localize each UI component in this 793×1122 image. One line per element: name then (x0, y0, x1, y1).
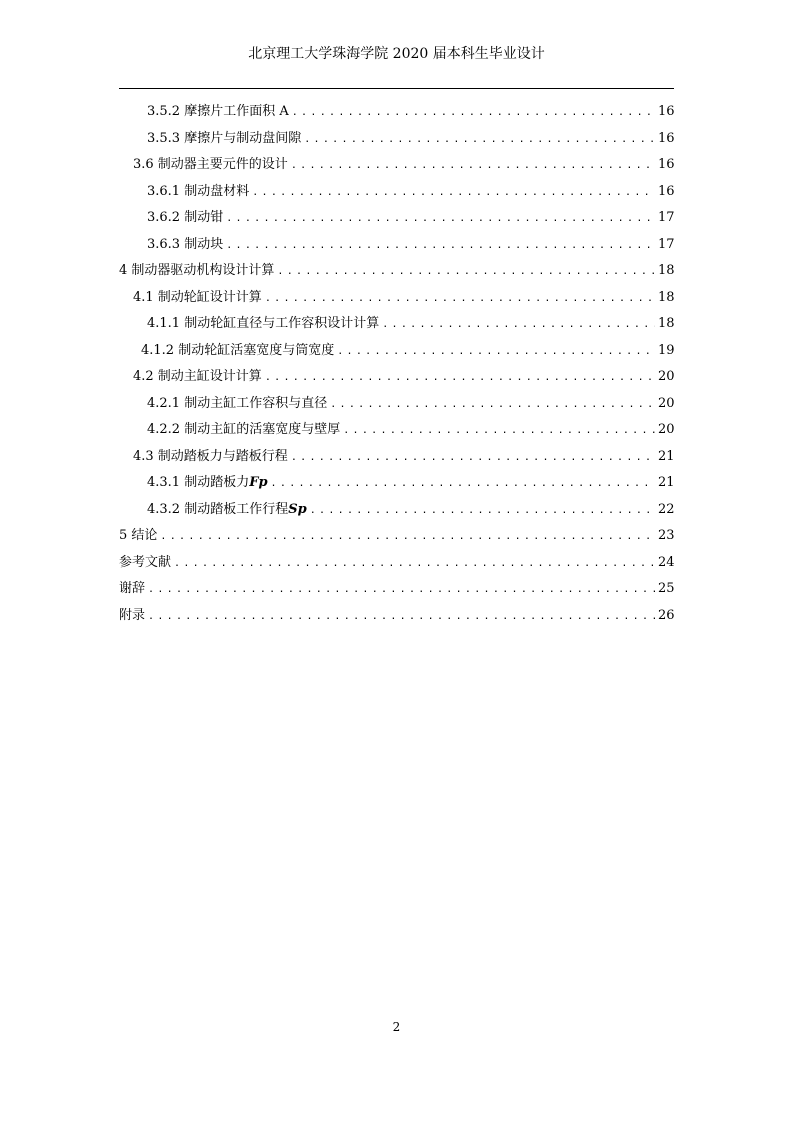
toc-dot-leader (271, 471, 655, 498)
toc-entry-title (147, 126, 301, 153)
toc-entry[interactable] (119, 126, 674, 153)
toc-entry-page: 17 (658, 210, 675, 225)
toc-entry[interactable] (119, 391, 674, 418)
toc-entry-title (133, 285, 262, 312)
toc-dot-leader (337, 339, 655, 366)
toc-entry-title (133, 444, 288, 471)
toc-dot-leader (148, 604, 655, 631)
toc-entry-title (141, 338, 334, 365)
toc-entry-title-text: 4.1.1 制动轮缸直径与工作容积设计计算 (147, 316, 380, 331)
toc-entry-title-text: 3.5.3 摩擦片与制动盘间隙 (147, 130, 302, 146)
toc-entry-title-text: 4.2.1 制动主缸工作容积与直径 (147, 395, 328, 411)
toc-entry-title-text: 4.3.2 制动踏板工作行程 (147, 501, 289, 517)
toc-entry-title-text: 4.2 制动主缸设计计算 (133, 369, 262, 384)
table-of-contents (119, 99, 674, 629)
toc-entry-page: 25 (658, 581, 675, 596)
toc-entry-title (133, 364, 262, 391)
toc-entry-page: 22 (658, 501, 675, 517)
toc-entry-page: 17 (658, 236, 675, 252)
toc-dot-leader (292, 100, 655, 127)
toc-dot-leader (310, 498, 655, 525)
toc-entry[interactable] (119, 603, 674, 630)
toc-entry-title (147, 99, 289, 126)
toc-entry-title (147, 205, 223, 232)
toc-dot-leader (265, 365, 655, 392)
toc-dot-leader (160, 524, 655, 551)
toc-entry-title-text: 4.2.2 制动主缸的活塞宽度与壁厚 (147, 422, 341, 437)
toc-entry[interactable] (119, 258, 674, 285)
toc-dot-leader (174, 551, 655, 578)
toc-entry-page: 18 (658, 316, 675, 331)
toc-entry-page: 16 (658, 104, 675, 119)
toc-entry-page: 23 (658, 528, 675, 543)
toc-dot-leader (330, 392, 655, 419)
toc-entry-title-text: 4.3 制动踏板力与踏板行程 (133, 448, 288, 464)
toc-entry[interactable] (119, 497, 674, 524)
toc-dot-leader (291, 153, 655, 180)
toc-entry[interactable] (119, 152, 674, 179)
toc-entry[interactable] (119, 205, 674, 232)
toc-entry-page: 24 (658, 554, 675, 570)
toc-entry-title (119, 258, 274, 285)
toc-dot-leader (148, 577, 655, 604)
toc-entry[interactable] (119, 99, 674, 126)
toc-entry-title (147, 311, 379, 338)
toc-entry[interactable] (119, 338, 674, 365)
toc-entry[interactable] (119, 444, 674, 471)
toc-entry-page: 16 (658, 183, 675, 199)
page-number: 2 (392, 1020, 401, 1034)
toc-entry-title (147, 497, 307, 524)
page-header: 北京理工大学珠海学院 2020 届本科生毕业设计 (248, 46, 545, 62)
toc-entry[interactable] (119, 232, 674, 259)
toc-dot-leader (291, 445, 655, 472)
toc-entry-title-text: 4.3.1 制动踏板力 (147, 475, 250, 490)
toc-entry-title (119, 603, 145, 630)
toc-entry[interactable] (119, 364, 674, 391)
toc-entry-page: 16 (658, 157, 675, 172)
toc-entry-title-text: 4.1.2 制动轮缸活塞宽度与筒宽度 (141, 342, 335, 358)
toc-entry-title-text: 4 制动器驱动机构设计计算 (119, 263, 275, 278)
toc-dot-leader (226, 206, 655, 233)
toc-entry-math-symbol: Sp (288, 501, 307, 517)
toc-entry-title (147, 232, 223, 259)
toc-entry-title-text: 5 结论 (119, 528, 158, 543)
toc-entry-title-text: 3.6 制动器主要元件的设计 (133, 157, 288, 172)
toc-entry-page: 20 (658, 422, 675, 437)
toc-dot-leader (252, 180, 655, 207)
toc-entry[interactable] (119, 285, 674, 312)
toc-dot-leader (382, 312, 655, 339)
toc-entry-page: 21 (658, 475, 675, 490)
toc-entry-title (119, 523, 157, 550)
toc-entry-title (133, 152, 288, 179)
toc-entry-title-text: 参考文献 (119, 554, 172, 570)
toc-entry[interactable] (119, 576, 674, 603)
header-divider (119, 88, 674, 89)
toc-entry-page: 16 (658, 130, 675, 146)
toc-entry-page: 21 (658, 448, 675, 464)
toc-entry-title (147, 470, 268, 497)
toc-entry[interactable] (119, 470, 674, 497)
toc-entry-page: 20 (658, 369, 675, 384)
toc-entry-title (147, 179, 249, 206)
toc-entry[interactable] (119, 311, 674, 338)
toc-entry[interactable] (119, 179, 674, 206)
toc-entry[interactable] (119, 550, 674, 577)
toc-entry-title (119, 550, 171, 577)
toc-dot-leader (265, 286, 655, 313)
toc-entry[interactable] (119, 417, 674, 444)
toc-dot-leader (304, 127, 655, 154)
toc-entry-title-text: 3.6.1 制动盘材料 (147, 183, 250, 199)
toc-entry-title-text: 4.1 制动轮缸设计计算 (133, 289, 262, 305)
toc-entry-page: 19 (658, 342, 675, 358)
toc-entry-title (147, 391, 327, 418)
toc-entry-title-text: 3.5.2 摩擦片工作面积 A (147, 104, 289, 119)
toc-entry-page: 20 (658, 395, 675, 411)
toc-entry-title-text: 附录 (119, 607, 146, 623)
toc-entry-title-text: 3.6.2 制动钳 (147, 210, 224, 225)
toc-entry-page: 26 (658, 607, 675, 623)
toc-entry-title (147, 417, 340, 444)
toc-entry-title (119, 576, 145, 603)
toc-dot-leader (343, 418, 655, 445)
toc-dot-leader (277, 259, 655, 286)
toc-entry-title-text: 谢辞 (119, 581, 146, 596)
toc-entry-page: 18 (658, 263, 675, 278)
toc-entry-title-text: 3.6.3 制动块 (147, 236, 224, 252)
toc-entry-page: 18 (658, 289, 675, 305)
toc-entry-math-symbol: Fp (249, 475, 268, 490)
toc-entry[interactable] (119, 523, 674, 550)
toc-dot-leader (226, 233, 655, 260)
